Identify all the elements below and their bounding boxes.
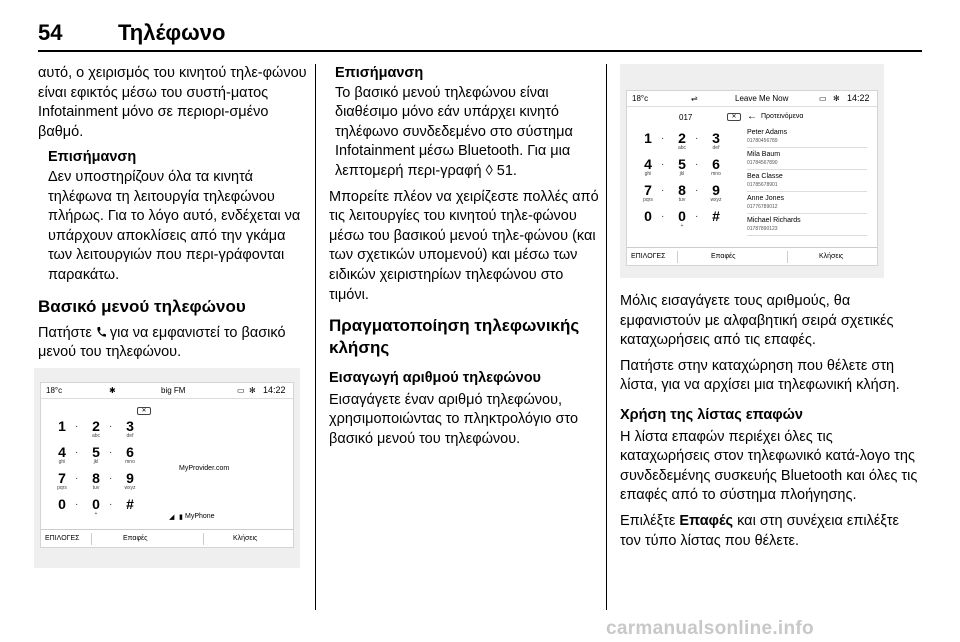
col1-paragraph-2: Πατήστε για να εμφανιστεί το βασικό μενού του τηλεφώνου. (38, 324, 286, 361)
key-letters: mno (711, 171, 721, 177)
options-button[interactable]: ΕΠΙΛΟΓΕΣ (45, 535, 80, 542)
options-button-2[interactable]: ΕΠΙΛΟΓΕΣ (631, 253, 666, 260)
key-digit: 8 (92, 470, 100, 486)
keypad-key[interactable] (81, 497, 111, 517)
key-separator: · (695, 159, 699, 170)
clock-2: 14:22 (847, 93, 870, 103)
keypad-key[interactable] (115, 497, 145, 512)
contacts-button-2[interactable]: Επαφές (711, 253, 736, 260)
contacts-button[interactable]: Επαφές (123, 535, 148, 542)
col3-paragraph-4: Επιλέξτε Επαφές και στη συνέχεια επιλέξτε τον τύπο λίστας που θέλετε. (620, 512, 899, 549)
calls-button-2[interactable]: Κλήσεις (819, 253, 844, 260)
contact-phone: 01776789012 (747, 204, 778, 210)
key-digit: 1 (58, 418, 66, 434)
column-divider-2 (606, 64, 607, 610)
col1-paragraph-1: αυτό, ο χειρισμός του κινητού τηλε-φώνου είναι εφικτός μέσω του συστή-ματος Infotainment μόνο σε περιορι-σμένο βαθμό. (38, 65, 307, 140)
col2-paragraph-2: Εισαγάγετε έναν αριθμό τηλεφώνου, χρησιμοποιώντας το πληκτρολόγιο στο βασικό μενού του τηλεφώνου. (329, 391, 579, 447)
phone-dial-screen (626, 90, 878, 266)
keypad-key[interactable] (47, 419, 77, 434)
col2-note-title: Επισήμανση (335, 65, 424, 81)
key-letters: tuv (92, 485, 100, 491)
station-name: big FM (161, 386, 186, 395)
key-separator: · (75, 421, 79, 432)
phone-dial-screenshot (620, 64, 884, 278)
clock: 14:22 (263, 385, 286, 395)
keypad-key[interactable] (633, 209, 663, 224)
key-digit: 2 (678, 130, 686, 146)
gear-icon: ✻ (249, 386, 256, 395)
column-2 (329, 64, 601, 456)
key-letters: abc (91, 433, 101, 439)
key-separator: · (661, 133, 665, 144)
settings-icon: ✱ (109, 386, 116, 395)
track-title: Leave Me Now (735, 94, 789, 103)
keypad-key[interactable] (47, 497, 77, 512)
key-letters: + (94, 511, 98, 517)
key-digit: 2 (92, 418, 100, 434)
key-separator: · (109, 447, 113, 458)
key-letters: pqrs (643, 197, 653, 203)
contact-list-item[interactable] (747, 217, 867, 236)
battery-icon: ▮ (179, 514, 183, 521)
key-separator: · (695, 211, 699, 222)
calls-button[interactable]: Κλήσεις (233, 535, 258, 542)
key-separator: · (661, 185, 665, 196)
key-separator: · (109, 499, 113, 510)
col1-heading: Βασικό μενού τηλεφώνου (38, 296, 246, 316)
key-letters: pqrs (57, 485, 67, 491)
page-title: Τηλέφωνο (118, 20, 226, 45)
keypad-key[interactable] (115, 419, 145, 439)
key-letters: ghi (58, 459, 66, 465)
temperature: 18°c (46, 386, 63, 395)
key-digit: 7 (644, 182, 652, 198)
col2-heading: Πραγματοποίηση τηλεφωνικής κλήσης (329, 316, 580, 358)
keypad-key[interactable] (115, 445, 145, 465)
key-digit: 5 (678, 156, 686, 172)
bottom-bar (41, 529, 293, 547)
key-digit: 4 (644, 156, 652, 172)
usb-icon: ⇌ (691, 94, 698, 103)
key-separator: · (109, 421, 113, 432)
key-separator: · (661, 211, 665, 222)
key-digit: # (126, 496, 134, 512)
col3-paragraph-3: Η λίστα επαφών περιέχει όλες τις καταχωρήσεις στον τηλεφωνικό κατά-λογο της συνδεδεμένης συσκευής Bluetooth και όλες τις επαφές από το σύστημα πλοήγησης. (620, 428, 918, 504)
column-1 (38, 64, 310, 369)
contact-name: Mila Baum (747, 151, 781, 158)
phone-main-menu-screenshot (34, 368, 300, 568)
key-separator: · (109, 473, 113, 484)
keypad-key[interactable] (701, 131, 731, 151)
col1-note-title: Επισήμανση (48, 149, 137, 166)
keypad-key[interactable] (667, 209, 697, 229)
gear-icon-2: ✻ (833, 94, 840, 103)
col1-note (38, 148, 310, 285)
keypad-key[interactable] (701, 157, 731, 177)
key-letters: abc (677, 145, 687, 151)
contact-name: Michael Richards (747, 217, 801, 224)
key-separator: · (661, 159, 665, 170)
keypad-key[interactable] (667, 131, 697, 151)
keypad-key[interactable] (633, 183, 663, 203)
page-number: 54 (38, 20, 63, 45)
key-separator: · (75, 473, 79, 484)
signal-icon: ◢ (169, 514, 175, 521)
bottom-bar-2 (627, 247, 877, 265)
key-letters: tuv (678, 197, 686, 203)
column-3 (620, 292, 920, 557)
messages-icon: ▭ (237, 386, 245, 395)
key-digit: 0 (58, 496, 66, 512)
key-digit: 4 (58, 444, 66, 460)
key-digit: 6 (712, 156, 720, 172)
col2-paragraph-1: Μπορείτε πλέον να χειρίζεστε πολλές από τις λειτουργίες του κινητού τηλε-φώνου μέσω του βασικού μενού τηλε-φώνου (και των σχετικών υπομενού) και μέσω των ειδικών χειριστηρίων τηλεφώνου στο τιμόνι. (329, 188, 599, 303)
key-letters: wxyz (710, 197, 722, 203)
messages-icon-2: ▭ (819, 94, 827, 103)
contact-name: Bea Classe (747, 173, 783, 180)
keypad-key[interactable] (81, 419, 111, 439)
key-separator: · (75, 447, 79, 458)
key-digit: 9 (126, 470, 134, 486)
contact-list-item[interactable] (747, 195, 867, 214)
key-separator: · (75, 499, 79, 510)
phone-icon (96, 326, 106, 338)
contact-list-item[interactable] (747, 151, 867, 170)
delete-icon[interactable]: ✕ (137, 407, 151, 415)
status-bar-2 (627, 91, 877, 107)
col2-subheading: Εισαγωγή αριθμού τηλεφώνου (329, 370, 541, 387)
dial-entry[interactable]: 017 (679, 113, 693, 122)
key-letters: def (126, 433, 134, 439)
contact-phone: 01785678901 (747, 182, 778, 188)
key-letters: ghi (644, 171, 652, 177)
delete-icon-2[interactable]: ✕ (727, 113, 741, 121)
phone-name: MyPhone (185, 513, 215, 520)
contact-phone: 01787890123 (747, 226, 778, 232)
keypad-key[interactable] (701, 209, 731, 224)
key-digit: 0 (92, 496, 100, 512)
key-letters: def (712, 145, 720, 151)
key-digit: 5 (92, 444, 100, 460)
key-digit: 6 (126, 444, 134, 460)
contact-phone: 01784567890 (747, 160, 778, 166)
contact-name: Peter Adams (747, 129, 788, 136)
key-letters: jkl (93, 459, 99, 465)
key-separator: · (695, 185, 699, 196)
key-digit: 3 (712, 130, 720, 146)
key-digit: 0 (644, 208, 652, 224)
status-bar (41, 383, 293, 399)
key-letters: + (680, 223, 684, 229)
page-header (38, 14, 918, 54)
key-digit: # (712, 208, 720, 224)
contact-list-item[interactable] (747, 129, 867, 148)
keypad-key[interactable] (47, 445, 77, 465)
key-digit: 7 (58, 470, 66, 486)
watermark: carmanualsonline.info (606, 618, 814, 639)
col1-note-text: Δεν υποστηρίζουν όλα τα κινητά τηλέφωνα τη λειτουργία τηλεφώνου πλήρως. Για το λόγο αυτό, ενδέχεται να υπάρχουν αποκλίσεις από την γκάμα των λειτουργιών που περι-γράφονται παρακάτω. (48, 168, 301, 283)
keypad-key[interactable] (633, 157, 663, 177)
keypad-key[interactable] (667, 183, 697, 203)
keypad-key[interactable] (115, 471, 145, 491)
keypad-key[interactable] (633, 131, 663, 146)
key-letters: jkl (679, 171, 685, 177)
header-rule (38, 50, 922, 52)
key-letters: wxyz (124, 485, 136, 491)
keypad-key[interactable] (81, 471, 111, 491)
key-digit: 1 (644, 130, 652, 146)
col3-paragraph-1: Μόλις εισαγάγετε τους αριθμούς, θα εμφανιστούν με αλφαβητική σειρά σχετικές καταχωρήσεις από τις επαφές. (620, 293, 894, 349)
key-digit: 8 (678, 182, 686, 198)
col2-note (329, 64, 601, 182)
provider-name: MyProvider.com (179, 465, 230, 472)
key-digit: 0 (678, 208, 686, 224)
back-arrow-icon[interactable]: ← (747, 111, 757, 122)
keypad-key[interactable] (667, 157, 697, 177)
contact-list-item[interactable] (747, 173, 867, 192)
key-digit: 3 (126, 418, 134, 434)
col3-paragraph-2: Πατήστε στην καταχώρηση που θέλετε στη λίστα, για να αρχίσει μια τηλεφωνική κλήση. (620, 357, 900, 394)
col2-note-text: Το βασικό μενού τηλεφώνου είναι διαθέσιμο μόνο εάν υπάρχει κινητό τηλέφωνο συνδεδεμένο στο σύστημα Infotainment μέσω Bluetooth. Για μια λεπτομερή περι-γραφή ◊ 51. (335, 84, 573, 179)
suggested-label: Προτεινόμενα (761, 113, 804, 120)
keypad-key[interactable] (81, 445, 111, 465)
phone-main-menu-screen (40, 382, 294, 548)
column-divider-1 (315, 64, 316, 610)
key-letters: mno (125, 459, 135, 465)
keypad-key[interactable] (47, 471, 77, 491)
key-digit: 9 (712, 182, 720, 198)
temperature-2: 18°c (632, 94, 649, 103)
contact-name: Anne Jones (747, 195, 784, 202)
contact-phone: 01780456789 (747, 138, 778, 144)
col3-subheading: Χρήση της λίστας επαφών (620, 406, 803, 423)
keypad-key[interactable] (701, 183, 731, 203)
key-separator: · (695, 133, 699, 144)
